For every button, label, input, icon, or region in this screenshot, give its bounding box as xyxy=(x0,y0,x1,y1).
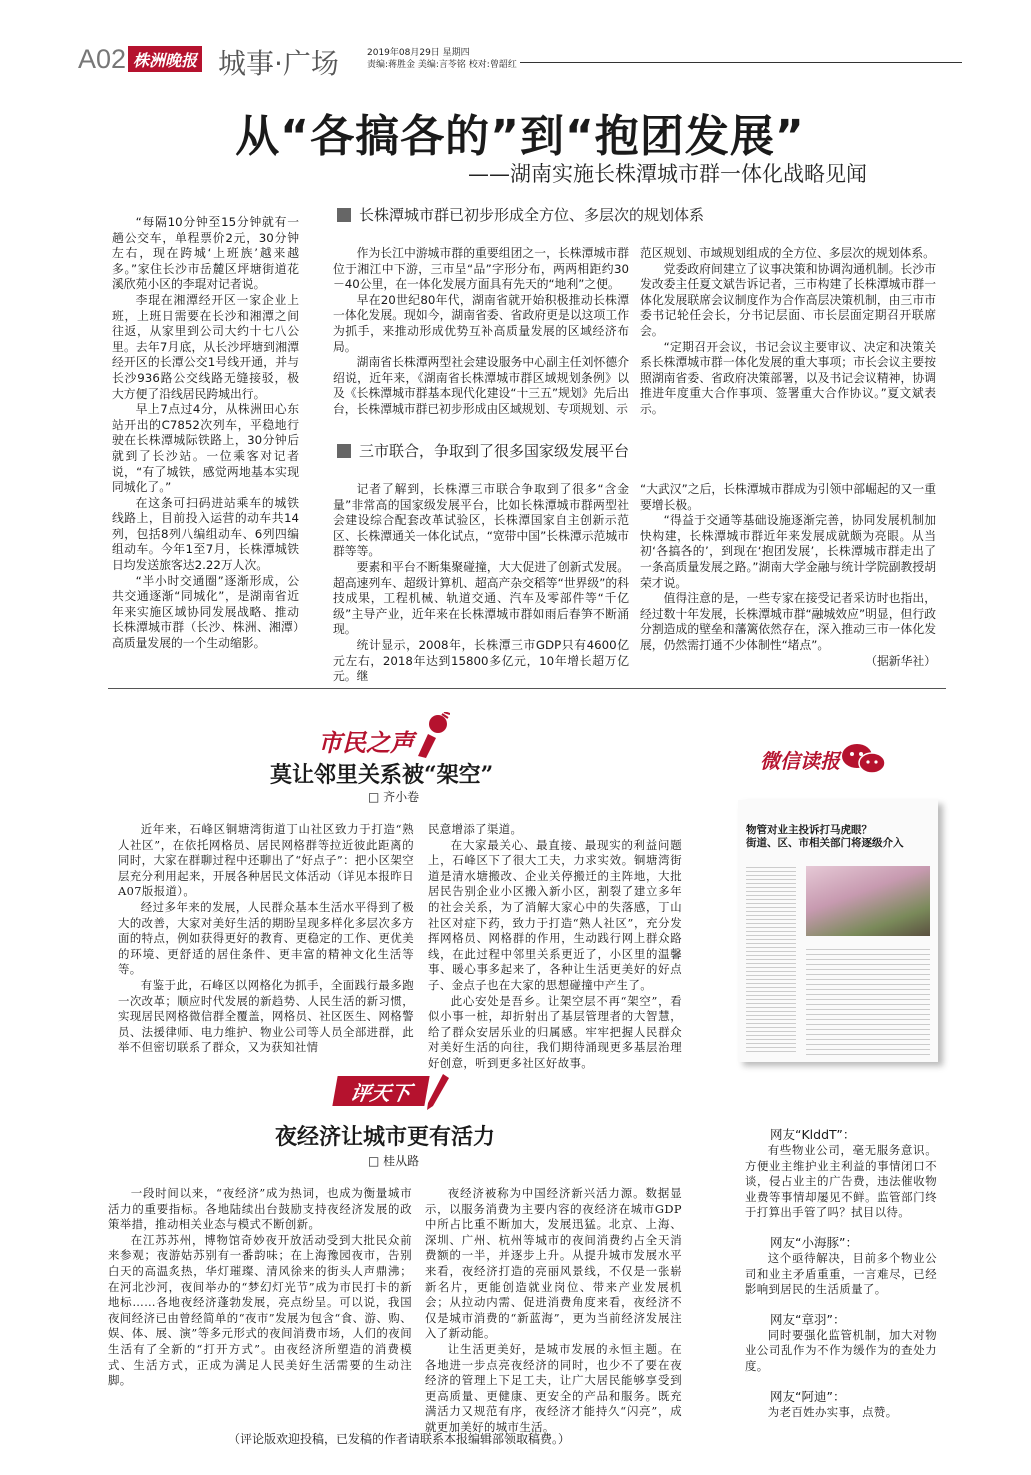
editor-credits: 责编:蒋胜金 美编:言苓铭 校对:曾韶红 xyxy=(367,60,517,70)
section2-column-b xyxy=(640,482,936,669)
paragraph: 统计显示，2008年，长株潭三市GDP只有4600亿元左右，2018年达到15800多亿元，10年增长超万亿元。继 xyxy=(333,637,629,684)
paragraph: 经过多年来的发展，人民群众基本生活水平得到了极大的改善，大家对美好生活的期盼呈现多样化多层次多方面的特点，例如获得更好的教育、更稳定的工作、更优美的环境、更舒适的居住条件、更丰富的精神文化生活等等。 xyxy=(118,899,414,977)
paragraph: 在这条可扫码进站乘车的城铁线路上，目前投入运营的动车共14列，包括8列八编组动车、6列四编组动车。今年1至7月，长株潭城铁日均发送旅客达2.22万人次。 xyxy=(112,495,299,573)
comment-user: 网友“章羽”： xyxy=(770,1311,846,1327)
byline: □ 桂从路 xyxy=(368,1154,420,1168)
section-name: 城事·广场 xyxy=(218,47,339,80)
paragraph: 有鉴于此，石峰区以网格化为抓手，全面践行最多跑一次改革；顺应时代发展的新趋势、人民生活的新习惯，实现居民网格微信群全覆盖，网格员、社区医生、网格警员、法援律师、电力维护、物业公司等人员全部进群，此举不但密切联系了群众，又为获知社情 xyxy=(118,977,414,1055)
paragraph: 一段时间以来，“夜经济”成为热词，也成为衡量城市活力的重要指标。各地陆续出台鼓励支持夜经济发展的政策举措，推动相关业态与模式不断创新。 xyxy=(108,1186,412,1232)
section-heading-text: 三市联合，争取到了很多国家级发展平台 xyxy=(359,442,630,460)
voice-column-b xyxy=(428,822,682,1072)
paragraph: 党委政府间建立了议事决策和协调沟通机制。长沙市发改委主任夏文斌告诉记者，三市构建了长株潭城市群一体化发展联席会议制度作为合作高层决策机制，由三市市委书记轮任会长，分书记层面、市长层面定期召开联席会。 xyxy=(640,261,936,338)
pen-icon xyxy=(425,1072,451,1112)
lead-intro-column xyxy=(112,215,299,652)
comment-text: 这个亟待解决，目前多个物业公司和业主矛盾重重，一言难尽，已经影响到居民的生活质量了。 xyxy=(745,1250,937,1297)
subheadline: ——湖南实施长株潭城市群一体化战略见闻 xyxy=(468,162,867,186)
logo-text: 评天下 xyxy=(348,1080,413,1105)
comment-user: 网友“小海豚”： xyxy=(770,1234,858,1250)
comment xyxy=(745,1387,937,1421)
thumbnail-text-lines xyxy=(746,864,796,1054)
review-column-a xyxy=(108,1186,412,1389)
paragraph: 记者了解到，长株潭三市联合争取到了很多“含金量”非常高的国家级发展平台，比如长株潭城市群两型社会建设综合配套改革试验区，长株潭国家自主创新示范区、长株潭通关一体化试点，“宽带中国”长株潭示范城市群等等。 xyxy=(333,482,629,559)
microphone-hand-icon xyxy=(414,712,450,758)
issue-info xyxy=(367,47,517,71)
paragraph: 在大家最关心、最直接、最现实的利益问题上，石峰区下了很大工夫，力求实效。铜塘湾街道是清水塘搬改、企业关停搬迁的主阵地，大批居民告别企业小区搬入新小区，割裂了建立多年的社会关系，为了消解大家心中的失落感，丁山社区对症下药，致力于打造“熟人社区”，充分发挥网格员、网格群的作用，生动践行网上群众路线，在此过程中邻里关系更近了，小区里的温馨事、暖心事多起来了，各种让生活更美好的好点子、金点子也在大家的思想碰撞中产生了。 xyxy=(428,837,682,992)
paragraph: 作为长江中游城市群的重要组团之一，长株潭城市群位于湘江中下游，三市呈“品”字形分布，两两相距约30－40公里，在一体化发展方面具有先天的“地利”之便。 xyxy=(333,246,629,292)
comment xyxy=(745,1233,937,1298)
byline: □ 齐小卷 xyxy=(368,790,420,804)
paragraph: 湖南省长株潭两型社会建设服务中心副主任刘怀德介绍说，近年来，《湖南省长株潭城市群区域规划条例》以及《长株潭城市群基本现代化建设“十三五”规划》先后出台，长株潭城市群已初步形成由区域规划、专项规划、示 xyxy=(333,355,629,416)
logo-text: 微信读报 xyxy=(760,748,840,773)
paragraph: “定期召开会议，书记会议主要审议、决定和决策关系长株潭城市群一体化发展的重大事项；市长会议主要按照湖南省委、省政府决策部署，以及书记会议精神，协调推进年度重大合作事项、签署重大合作协议。”夏文斌表示。 xyxy=(640,339,936,416)
comment xyxy=(745,1310,937,1375)
paragraph: 早上7点过4分，从株洲田心东站开出的C7852次列车，平稳地行驶在长株潭城际铁路上，30分钟后就到了长沙站。一位乘客对记者说，“有了城铁，感觉两地基本实现同城化了。” xyxy=(112,402,299,495)
paragraph: “得益于交通等基础设施逐渐完善，协同发展机制加快构建，长株潭城市群近年来发展成就颇为亮眼。从当初‘各搞各的’，到现在‘抱团发展’，长株潭城市群走出了一条高质量发展之路。”湖南大学金融与统计学院副教授胡荣才说。 xyxy=(640,513,936,590)
article-title: 夜经济让城市更有活力 xyxy=(275,1124,496,1150)
comment xyxy=(745,1125,937,1221)
comment-user: 网友“阿迪”： xyxy=(770,1388,846,1404)
paragraph: 要素和平台不断集聚碰撞，大大促进了创新式发展。超高速列车、超级计算机、超高产杂交稻等“世界级”的科技成果，工程机械、轨道交通、汽车及零部件等“千亿级”主导产业，近年来在长株潭城市群如雨后春笋不断涌现。 xyxy=(333,559,629,637)
reader-comments xyxy=(745,1125,937,1420)
paragraph: 民意增添了渠道。 xyxy=(428,822,523,836)
paragraph: “半小时交通圈”逐渐形成，公共交通逐渐“同城化”，是湖南省近年来实施区域协同发展战略、推动长株潭城市群（长沙、株洲、湘潭）高质量发展的一个生动缩影。 xyxy=(112,573,299,651)
paragraph: “每隔10分钟至15分钟就有一趟公交车，单程票价2元，30分钟左右，现在跨城‘上班族’越来越多。”家住长沙市岳麓区坪塘街道花溪欣苑小区的李琨对记者说。 xyxy=(112,215,299,292)
section-divider xyxy=(108,688,946,689)
comment-text: 有些物业公司，毫无服务意识。方便业主维护业主利益的事情闭口不谈，侵占业主的广告费，违法催收物业费等事情却屡见不鲜。监管部门终于打算出手管了吗？拭目以待。 xyxy=(745,1143,937,1220)
paragraph: 范区规划、市域规划组成的全方位、多层次的规划体系。 xyxy=(640,246,935,260)
thumbnail-text-lines xyxy=(806,945,930,1055)
thumbnail-headline: 物管对业主投诉打马虎眼？ 街道、区、市相关部门将逐级介入 xyxy=(746,824,904,849)
square-marker-icon xyxy=(337,208,351,222)
comment-user: 网友“KlddT”： xyxy=(770,1127,856,1142)
comment-text: 为老百姓办实事，点赞。 xyxy=(767,1404,898,1419)
paper-logo: 株洲晚报 xyxy=(128,46,202,72)
paragraph: 早在20世纪80年代，湖南省就开始积极推动长株潭一体化发展。现如今，湖南省委、省政府更是以这项工作为抓手，来推动形成优势互补高质量发展的区域经济布局。 xyxy=(333,292,629,354)
paragraph: 让生活更美好，是城市发展的永恒主题。在各地进一步点亮夜经济的同时，也少不了要在夜经济的管理上下足工夫，让广大居民能够享受到更高质量、更健康、更安全的产品和服务。既充满活力又规范有序，夜经济才能持久“闪亮”，成就更加美好的城市生活。 xyxy=(425,1341,682,1434)
review-column-b xyxy=(425,1186,682,1436)
wechat-icon xyxy=(840,742,886,776)
paragraph: 李琨在湘潭经开区一家企业上班，上班日需要在长沙和湘潭之间往返，从家里到公司大约十七八公里。去年7月底，从长沙坪塘到湘潭经开区的长潭公交1号线开通，并与长沙936路公交线路无缝接驳，极大方便了沿线居民跨城出行。 xyxy=(112,292,299,401)
paragraph: 近年来，石峰区铜塘湾街道丁山社区致力于打造“熟人社区”，在依托网格员、居民网格群等拉近彼此距离的同时，大家在群聊过程中还聊出了“好点子”：把小区架空层充分利用起来，开展各种居民文体活动（详见本报昨日A07版报道）。 xyxy=(118,822,414,899)
section-heading xyxy=(337,440,629,461)
section-heading-text: 长株潭城市群已初步形成全方位、多层次的规划体系 xyxy=(359,206,705,224)
wechat-read-logo xyxy=(760,742,886,776)
section-heading xyxy=(337,204,704,225)
page-number: A02 xyxy=(78,44,127,74)
section2-column-a xyxy=(333,482,629,685)
review-logo xyxy=(332,1076,429,1106)
section1-column-b xyxy=(640,246,936,418)
paragraph: 夜经济被称为中国经济新兴活力源。数据显示，以服务消费为主要内容的夜经济在城市GDP中所占比重不断加大，发展迅猛。北京、上海、深圳、广州、杭州等城市的夜间消费约占全天消费额的一半，并逐步上升。从提升城市发展水平来看，夜经济打造的亮丽风景线，不仅是一张崭新名片，更能创造就业岗位、带来产业发展机会；从拉动内需、促进消费角度来看，夜经济不仅是城市消费的“新蓝海”，更为当前经济发展注入了新动能。 xyxy=(425,1186,682,1341)
headline: 从“各搞各的”到“抱团发展” xyxy=(235,111,805,162)
footer-note: （评论版欢迎投稿，已发稿的作者请联系本报编辑部领取稿费。） xyxy=(228,1432,571,1446)
wechat-article-thumbnail[interactable] xyxy=(738,800,938,1062)
source-credit: （据新华社） xyxy=(865,653,936,668)
citizen-voice-logo xyxy=(318,712,450,758)
issue-date: 2019年08月29日 星期四 xyxy=(367,48,470,58)
voice-column-a xyxy=(118,822,414,1056)
square-marker-icon xyxy=(337,444,351,458)
section1-column-a xyxy=(333,246,629,418)
logo-text: 市民之声 xyxy=(318,729,414,757)
paragraph: 在江苏苏州，博物馆奇妙夜开放活动受到大批民众前来参观；夜游姑苏别有一番韵味；在上海豫园夜市，告别白天的高温炙热，华灯璀璨、清风徐来的街头人声鼎沸；在河北沙河，夜间举办的“梦幻灯光节”成为市民打卡的新地标……各地夜经济蓬勃发展，亮点纷呈。可以说，我国夜间经济已由曾经简单的“夜市”发展为包含“食、游、购、娱、体、展、演”等多元形式的夜间消费市场，人们的夜间生活有了全新的“打开方式”。由夜经济所塑造的消费模式、生活方式，正成为满足人民美好生活需要的生动注脚。 xyxy=(108,1232,412,1388)
paragraph: 值得注意的是，一些专家在接受记者采访时也指出，经过数十年发展，长株潭城市群“融城效应”明显，但行政分割造成的壁垒和藩篱依然存在，深入推动三市一体化发展，仍然需打通不少体制性“堵点”。 xyxy=(640,591,936,652)
header-rule xyxy=(520,62,962,63)
paragraph: “大武汉”之后，长株潭城市群成为引领中部崛起的又一重要增长极。 xyxy=(640,482,936,512)
article-title: 莫让邻里关系被“架空” xyxy=(270,762,494,788)
thumbnail-photo xyxy=(806,866,930,936)
comment-text: 同时要强化监管机制，加大对物业公司乱作为不作为缓作为的查处力度。 xyxy=(745,1327,937,1373)
paragraph: 此心安处是吾乡。让架空层不再“架空”，看似小事一桩，却折射出了基层管理者的大智慧，给了群众安居乐业的归属感。牢牢把握人民群众对美好生活的向往，我们期待涌现更多基层治理好创意，听到更多社区好故事。 xyxy=(428,993,682,1070)
